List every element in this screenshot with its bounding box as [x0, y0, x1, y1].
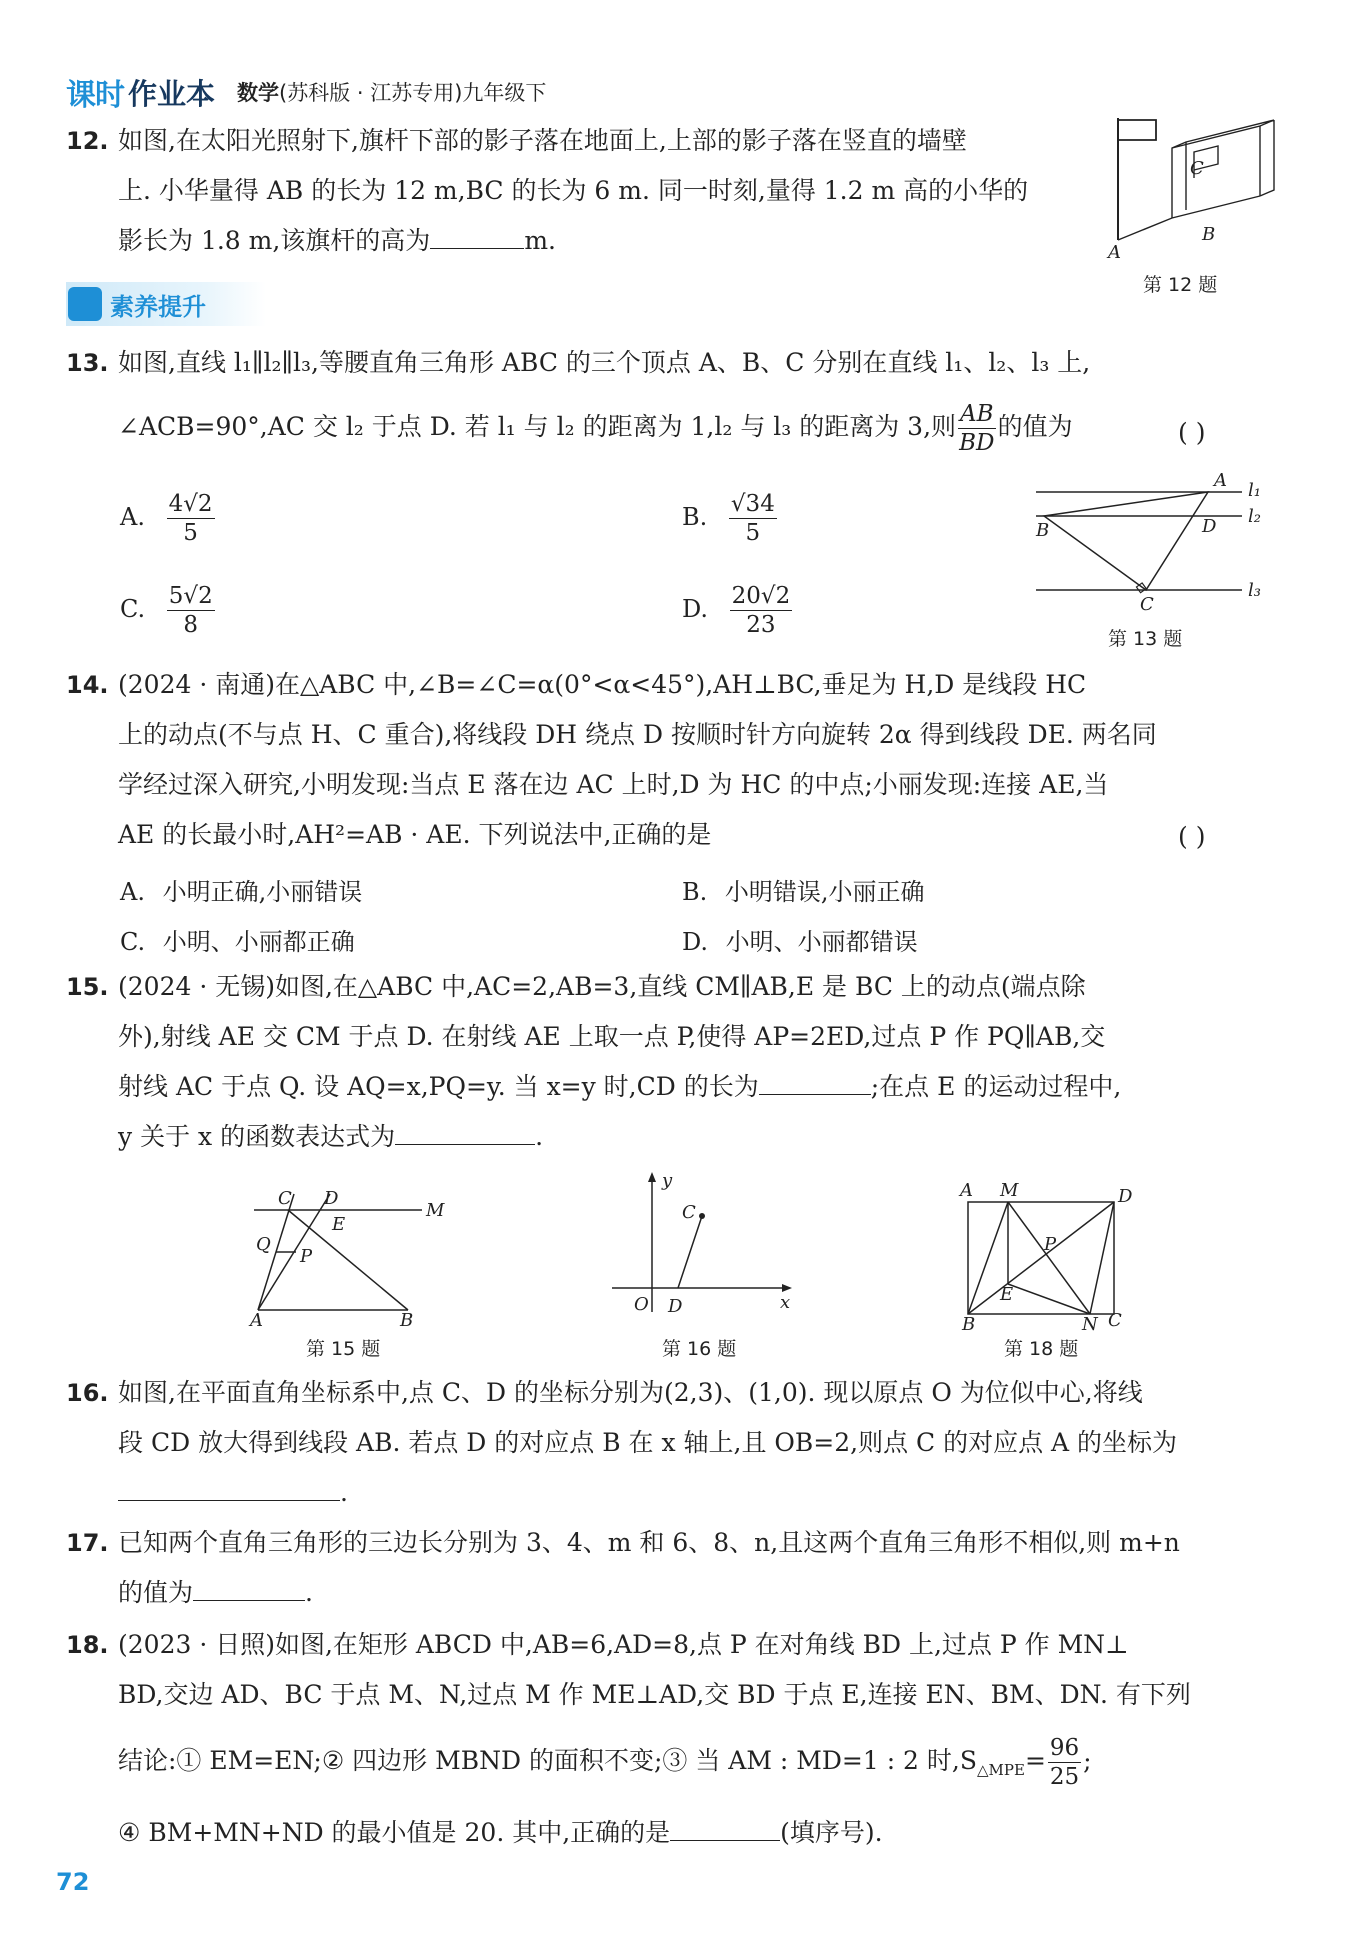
- figure-15: [250, 1186, 460, 1331]
- fig18-label-p: P: [1044, 1234, 1057, 1255]
- question-15: [66, 962, 1266, 1162]
- question-15-line-4: [66, 1112, 1266, 1162]
- figure-18: [958, 1176, 1138, 1335]
- option-a[interactable]: [120, 872, 362, 907]
- ground-line: [1118, 196, 1260, 240]
- flag-shape: [1118, 120, 1156, 140]
- segment-mn: [1008, 1202, 1090, 1314]
- fig13-label-l1: l₁: [1248, 480, 1261, 501]
- fig12-label-a: A: [1108, 242, 1121, 263]
- fraction-denominator: BD: [959, 430, 995, 456]
- question-17-line-1: [66, 1518, 1266, 1568]
- unit-text: m.: [524, 226, 556, 255]
- figure-15-caption: 第 15 题: [306, 1338, 381, 1360]
- question-text: (填序号).: [780, 1818, 883, 1847]
- question-15-line-2: 外),射线 AE 交 CM 于点 D. 在射线 AE 上取一点 P,使得 AP=2ED,过点 P 作 PQ∥AB,交: [118, 1022, 1106, 1051]
- question-text: 已知两个直角三角形的三边长分别为 3、4、m 和 6、8、n,且这两个直角三角形不相似,则 m+n: [118, 1528, 1180, 1557]
- fig13-label-l3: l₃: [1248, 580, 1261, 601]
- logo-primary: 课时: [66, 78, 124, 113]
- question-14: [66, 660, 1266, 860]
- fraction-numerator: 96: [1049, 1735, 1080, 1761]
- fig18-label-d: D: [1118, 1186, 1133, 1207]
- edition-label: (苏科版 · 江苏专用)九年级下: [279, 81, 547, 105]
- fig15-label-e: E: [332, 1214, 346, 1235]
- figure-18-caption: 第 18 题: [1004, 1338, 1079, 1360]
- answer-blank[interactable]: [670, 1816, 780, 1841]
- figure-16: [612, 1170, 802, 1320]
- question-text: .: [535, 1122, 544, 1151]
- fraction-denominator: 23: [746, 612, 776, 638]
- fig16-label-x: x: [780, 1292, 791, 1313]
- point-c: [699, 1213, 705, 1219]
- fraction-denominator: 5: [183, 520, 198, 546]
- fig15-label-a: A: [250, 1310, 263, 1331]
- fig18-label-m: M: [1000, 1180, 1019, 1201]
- question-text: 射线 AC 于点 Q. 设 AQ=x,PQ=y. 当 x=y 时,CD 的长为: [118, 1072, 759, 1101]
- question-16-line-2: 段 CD 放大得到线段 AB. 若点 D 的对应点 B 在 x 轴上,且 OB=2,则点 C 的对应点 A 的坐标为: [118, 1428, 1178, 1457]
- fraction-numerator: 5√2: [168, 583, 213, 609]
- triangle-abc: [1044, 492, 1208, 590]
- option-label: D.: [682, 928, 709, 956]
- question-14-line-2: 上的动点(不与点 H、C 重合),将线段 DH 绕点 D 按顺时针方向旋转 2α 得到线段 DE. 两名同: [118, 720, 1157, 749]
- fig13-label-d: D: [1202, 516, 1217, 537]
- question-17: [66, 1518, 1266, 1618]
- question-number: 16.: [66, 1379, 109, 1407]
- question-text: 的值为: [997, 412, 1073, 441]
- fig16-label-c: C: [682, 1202, 696, 1223]
- question-15-line-3: [66, 1062, 1266, 1112]
- figure-16-caption: 第 16 题: [662, 1338, 737, 1360]
- question-13-line-1: [66, 338, 1266, 388]
- question-14-line-3: 学经过深入研究,小明发现:当点 E 落在边 AC 上时,D 为 HC 的中点;小丽发现:连接 AE,当: [118, 770, 1109, 799]
- fig15-label-m: M: [426, 1200, 445, 1221]
- question-text: =: [1024, 1746, 1046, 1775]
- question-number: 15.: [66, 973, 109, 1001]
- option-fraction: [167, 582, 215, 639]
- segment-cd: [678, 1216, 702, 1288]
- question-number: 12.: [66, 127, 109, 155]
- fig15-label-d: D: [324, 1188, 339, 1209]
- fraction-numerator: AB: [960, 401, 994, 427]
- answer-paren[interactable]: ( ): [1178, 418, 1206, 447]
- question-number: 14.: [66, 671, 109, 699]
- question-text: (2024 · 南通)在△ABC 中,∠B=∠C=α(0°<α<45°),AH⊥BC,垂足为 H,D 是线段 HC: [118, 670, 1087, 699]
- question-12: [66, 116, 1106, 266]
- fig13-label-a: A: [1214, 470, 1227, 491]
- fig13-label-l2: l₂: [1248, 506, 1261, 527]
- question-text: (2023 · 日照)如图,在矩形 ABCD 中,AB=6,AD=8,点 P 在对角线 BD 上,过点 P 作 MN⊥: [118, 1630, 1129, 1659]
- option-b[interactable]: [682, 490, 777, 547]
- question-text: ④ BM+MN+ND 的最小值是 20. 其中,正确的是: [118, 1818, 671, 1847]
- segment-en: [1008, 1284, 1090, 1314]
- fig15-label-q: Q: [256, 1234, 271, 1255]
- question-15-line-1: [66, 962, 1266, 1012]
- y-axis-arrow-icon: [648, 1172, 656, 1182]
- question-13-line-2-content: [66, 400, 1266, 457]
- page-number: 72: [56, 1868, 90, 1896]
- figure-13: [1036, 468, 1266, 613]
- question-text: ;在点 E 的运动过程中,: [870, 1072, 1122, 1101]
- subject-label: 数学: [237, 81, 280, 105]
- answer-paren[interactable]: ( ): [1178, 822, 1206, 851]
- question-text: ;: [1083, 1746, 1092, 1775]
- fig16-label-y: y: [662, 1170, 673, 1191]
- question-text: 如图,在太阳光照射下,旗杆下部的影子落在地面上,上部的影子落在竖直的墙壁: [118, 126, 967, 155]
- question-text: 结论:① EM=EN;② 四边形 MBND 的面积不变;③ 当 AM : MD=1 : 2 时,S: [118, 1746, 977, 1775]
- x-axis-arrow-icon: [782, 1284, 792, 1292]
- option-label: C.: [120, 928, 146, 956]
- question-14-line-1: [66, 660, 1266, 710]
- option-label: A.: [120, 503, 145, 531]
- option-text: 小明错误,小丽正确: [724, 878, 925, 906]
- question-18: [66, 1620, 1266, 1720]
- question-text: .: [340, 1478, 348, 1507]
- fraction-96-25: [1048, 1734, 1081, 1791]
- fig12-label-c: C: [1190, 158, 1204, 179]
- option-fraction: [729, 490, 777, 547]
- fig13-label-c: C: [1140, 594, 1154, 615]
- fig18-label-n: N: [1082, 1314, 1098, 1335]
- option-text: 小明、小丽都错误: [725, 928, 918, 956]
- answer-blank[interactable]: [118, 1476, 340, 1501]
- question-13-line-2: [66, 400, 1266, 457]
- logo-secondary: 作业本: [128, 76, 216, 111]
- question-text: ∠ACB=90°,AC 交 l₂ 于点 D. 若 l₁ 与 l₂ 的距离为 1,l₂ 与 l₃ 的距离为 3,则: [118, 412, 957, 441]
- diagonal-bd: [968, 1202, 1114, 1314]
- question-13: [66, 338, 1266, 388]
- option-label: C.: [120, 595, 146, 623]
- question-18-line-3-content: [66, 1734, 1266, 1795]
- question-16: [66, 1368, 1266, 1518]
- option-text: 小明、小丽都正确: [162, 928, 355, 956]
- option-c[interactable]: [120, 922, 355, 957]
- question-text: 的值为: [118, 1578, 194, 1607]
- option-label: B.: [682, 878, 708, 906]
- question-number: 13.: [66, 349, 109, 377]
- answer-blank[interactable]: [193, 1576, 305, 1601]
- fraction-numerator: √34: [730, 491, 775, 517]
- section-title: 素养提升: [110, 292, 206, 321]
- fraction-ab-bd: [958, 400, 996, 457]
- fraction-denominator: 25: [1049, 1764, 1080, 1790]
- fig16-label-o: O: [634, 1294, 649, 1315]
- option-fraction: [167, 490, 215, 547]
- question-16-line-3: [66, 1468, 1266, 1518]
- question-18-line-1: [66, 1620, 1266, 1670]
- fraction-denominator: 8: [183, 612, 199, 638]
- option-label: D.: [682, 595, 709, 623]
- wall-shape: [1172, 120, 1274, 218]
- fig15-label-p: P: [300, 1246, 313, 1267]
- fig18-label-e: E: [1000, 1284, 1014, 1305]
- fig18-label-c: C: [1108, 1310, 1122, 1331]
- question-number: 18.: [66, 1631, 109, 1659]
- fig16-label-d: D: [668, 1296, 683, 1317]
- option-text: 小明正确,小丽错误: [162, 878, 363, 906]
- fraction-numerator: 20√2: [731, 583, 791, 609]
- segment-dn: [1090, 1202, 1114, 1314]
- question-text: 如图,直线 l₁∥l₂∥l₃,等腰直角三角形 ABC 的三个顶点 A、B、C 分别在直线 l₁、l₂、l₃ 上,: [118, 348, 1091, 377]
- question-16-line-1: [66, 1368, 1266, 1418]
- fraction-denominator: 5: [745, 520, 761, 546]
- page-header: [66, 72, 546, 112]
- option-b[interactable]: [682, 872, 925, 907]
- question-14-line-4: AE 的长最小时,AH²=AB · AE. 下列说法中,正确的是: [118, 820, 712, 849]
- figure-12-caption: 第 12 题: [1143, 274, 1218, 296]
- fraction-numerator: 4√2: [168, 491, 213, 517]
- fig13-label-b: B: [1036, 520, 1050, 541]
- pencil-note-icon: [68, 287, 102, 321]
- section-header: [66, 282, 266, 326]
- question-12-line-1: [66, 116, 1106, 166]
- fig18-label-a: A: [960, 1180, 973, 1201]
- figure-13-caption: 第 13 题: [1108, 628, 1183, 650]
- option-label: A.: [120, 878, 145, 906]
- question-18-line-3: [66, 1734, 1266, 1795]
- fig15-label-b: B: [400, 1310, 414, 1331]
- question-18-line-4-content: [66, 1808, 1266, 1858]
- option-fraction: [730, 582, 793, 639]
- question-text: (2024 · 无锡)如图,在△ABC 中,AC=2,AB=3,直线 CM∥AB,E 是 BC 上的动点(端点除: [118, 972, 1086, 1001]
- question-text: .: [305, 1578, 313, 1607]
- figure-12: [1110, 118, 1290, 268]
- area-subscript: △MPE: [977, 1761, 1025, 1779]
- question-18-line-4: [66, 1808, 1266, 1858]
- option-c[interactable]: [120, 582, 215, 639]
- fig15-label-c: C: [278, 1188, 292, 1209]
- answer-blank[interactable]: [759, 1070, 871, 1095]
- question-text: 影长为 1.8 m,该旗杆的高为: [118, 226, 431, 255]
- option-d[interactable]: [682, 922, 918, 957]
- option-label: B.: [682, 503, 708, 531]
- book-subtitle: [237, 77, 546, 107]
- question-text: y 关于 x 的函数表达式为: [118, 1122, 396, 1151]
- question-number: 17.: [66, 1529, 109, 1557]
- option-a[interactable]: [120, 490, 215, 547]
- fig12-label-b: B: [1202, 224, 1216, 245]
- question-18-line-2: BD,交边 AD、BC 于点 M、N,过点 M 作 ME⊥AD,交 BD 于点 E,连接 EN、BM、DN. 有下列: [118, 1680, 1191, 1709]
- answer-blank[interactable]: [430, 224, 524, 249]
- question-17-line-2: [66, 1568, 1266, 1618]
- option-d[interactable]: [682, 582, 792, 639]
- fig18-label-b: B: [962, 1314, 976, 1335]
- question-12-line-3: [66, 216, 1106, 266]
- question-12-line-2: 上. 小华量得 AB 的长为 12 m,BC 的长为 6 m. 同一时刻,量得 1.2 m 高的小华的: [118, 176, 1029, 205]
- question-text: 如图,在平面直角坐标系中,点 C、D 的坐标分别为(2,3)、(1,0). 现以原点 O 为位似中心,将线: [118, 1378, 1143, 1407]
- answer-blank[interactable]: [395, 1120, 535, 1145]
